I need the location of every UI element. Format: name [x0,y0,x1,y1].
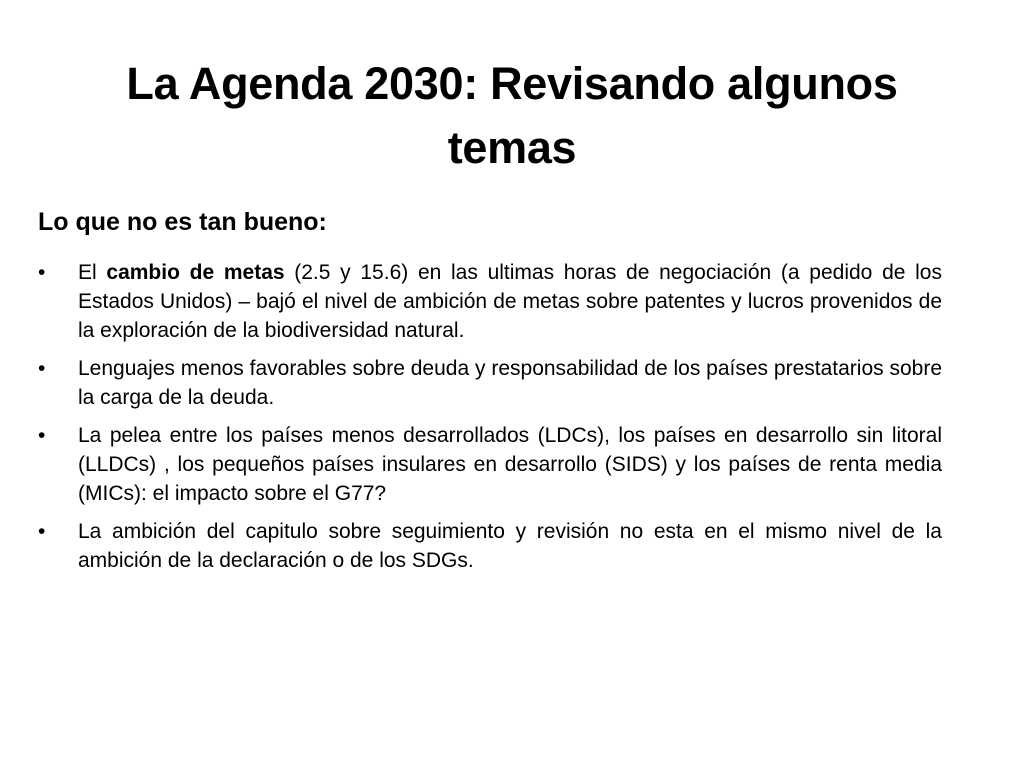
bullet-item [38,354,942,412]
bullet-dot-icon: • [38,424,46,447]
bullet-dot-icon: • [38,261,46,284]
bullet-item [38,421,942,508]
bullet-text-rest: (2.5 y 15.6) en las ultimas horas de negociación (a pedido de los Estados Unidos) – bajó el nivel de ambición de metas sobre patentes y lucros provenidos de la exploración de la biodiversidad natural. [78,261,942,342]
slide-title: La Agenda 2030: Revisando algunos temas [126,58,898,173]
bullet-text: La pelea entre los países menos desarrollados (LDCs), los países en desarrollo sin litoral (LLDCs) , los pequeños países insulares en desarrollo (SIDS) y los países de renta media (MICs): el impacto sobre el G77? [78,424,942,505]
bullet-item [38,517,942,575]
bullet-text: La ambición del capitulo sobre seguimiento y revisión no esta en el mismo nivel de la ambición de la declaración o de los SDGs. [78,520,942,572]
slide-subtitle: Lo que no es tan bueno: [38,208,327,236]
bullet-text-emphasis: cambio de metas [106,261,285,284]
bullet-dot-icon: • [38,520,46,543]
bullet-item [38,258,942,345]
bullet-text [78,261,942,342]
bullet-dot-icon: • [38,357,46,380]
bullet-text-lead: El [78,261,107,284]
bullet-list [38,258,942,584]
bullet-text: Lenguajes menos favorables sobre deuda y responsabilidad de los países prestatarios sobre la carga de la deuda. [78,357,942,409]
